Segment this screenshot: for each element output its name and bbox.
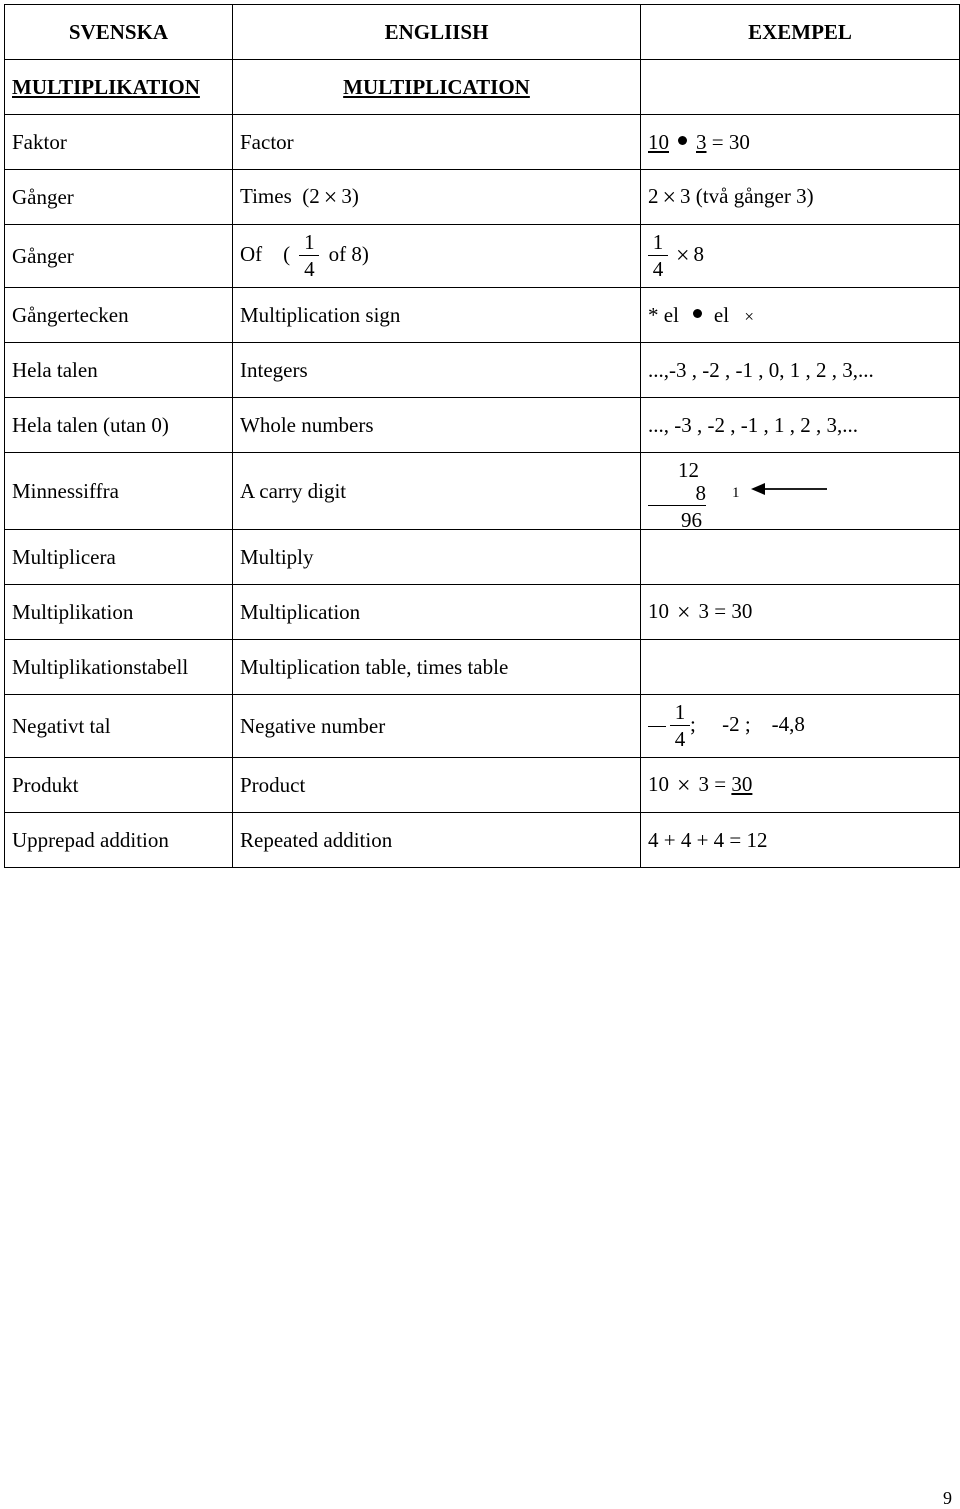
example-cell: [641, 758, 960, 813]
minus-sign-icon: [648, 726, 666, 727]
term-english: Factor: [233, 115, 641, 170]
term-swedish: Minnessiffra: [5, 453, 233, 530]
term-swedish: Multiplikation: [5, 585, 233, 640]
example-rest: ; -2 ; -4,8: [690, 711, 805, 736]
example-a: 10: [648, 599, 669, 623]
term-english: [233, 170, 641, 225]
example-cell: [641, 530, 960, 585]
multiplication-cross-icon: ×: [662, 185, 677, 211]
section-row: [5, 60, 960, 115]
table-row: [5, 640, 960, 695]
multiplication-cross-icon: ×: [677, 600, 691, 626]
example-cell: ..., -3 , -2 , -1 , 1 , 2 , 3,...: [641, 398, 960, 453]
multiplication-cross-icon: ×: [323, 185, 338, 211]
example-cell: [641, 640, 960, 695]
term-swedish: Gånger: [5, 225, 233, 288]
example-cell: ...,-3 , -2 , -1 , 0, 1 , 2 , 3,...: [641, 343, 960, 398]
fraction-numerator: 1: [674, 700, 686, 724]
term-swedish: Multiplikationstabell: [5, 640, 233, 695]
term-english: A carry digit: [233, 453, 641, 530]
fraction-denominator: 4: [299, 255, 319, 280]
header-example: EXEMPEL: [641, 5, 960, 60]
header-swedish: SVENSKA: [5, 5, 233, 60]
table-row: [5, 695, 960, 758]
page-number: 9: [943, 1488, 952, 1508]
fraction-denominator: 4: [670, 725, 690, 750]
term-english: Multiplication table, times table: [233, 640, 641, 695]
term-english: Negative number: [233, 695, 641, 758]
table-row: [5, 170, 960, 225]
example-rest: 3 = 30: [698, 599, 753, 623]
example-cell: [641, 170, 960, 225]
multiplication-cross-icon: ×: [744, 306, 754, 326]
example-star: * el: [648, 302, 679, 327]
header-english: ENGLIISH: [233, 5, 641, 60]
fraction: [299, 232, 319, 280]
example-b: 3 =: [698, 772, 727, 796]
table-row: [5, 288, 960, 343]
term-english: Multiplication: [233, 585, 641, 640]
term-swedish: Produkt: [5, 758, 233, 813]
example-factor-b: 3: [696, 129, 707, 154]
term-swedish: Hela talen (utan 0): [5, 398, 233, 453]
term-english-open: (2: [302, 184, 320, 208]
fraction-numerator: 1: [652, 230, 664, 254]
table-row: [5, 530, 960, 585]
section-title-english: MULTIPLICATION: [233, 60, 641, 115]
table-row: [5, 343, 960, 398]
term-english: Multiplication sign: [233, 288, 641, 343]
term-swedish: Multiplicera: [5, 530, 233, 585]
term-english: [233, 225, 641, 288]
term-swedish: Faktor: [5, 115, 233, 170]
section-title-swedish: MULTIPLIKATION: [5, 60, 233, 115]
example-cell: [641, 288, 960, 343]
fraction-numerator: 1: [304, 230, 315, 254]
example-cell: [641, 695, 960, 758]
table-row: [5, 398, 960, 453]
term-english-word: Times: [240, 184, 292, 208]
example-cell: 4 + 4 + 4 = 12: [641, 813, 960, 868]
term-english-close: of 8): [328, 241, 369, 266]
negative-fraction: [648, 702, 690, 750]
header-row: [5, 5, 960, 60]
example-el: el: [713, 302, 730, 327]
multiplication-dot-icon: [678, 136, 687, 145]
table-row: [5, 453, 960, 530]
term-english-close: 3): [341, 184, 359, 208]
term-swedish: Gångertecken: [5, 288, 233, 343]
example-a: 2: [648, 184, 659, 208]
term-swedish: Upprepad addition: [5, 813, 233, 868]
carry-digit: 1: [732, 485, 740, 501]
carry-multiplicand: 12: [678, 458, 699, 482]
example-a: 10: [648, 772, 669, 796]
example-factor-a: 10: [648, 129, 669, 154]
example-result: = 30: [711, 129, 750, 154]
term-swedish: Gånger: [5, 170, 233, 225]
section-empty-cell: [641, 60, 960, 115]
table-row: [5, 585, 960, 640]
example-cell: [641, 225, 960, 288]
table-row: [5, 225, 960, 288]
multiplication-dot-icon: [693, 309, 702, 318]
term-english: Whole numbers: [233, 398, 641, 453]
fraction-denominator: 4: [648, 255, 668, 280]
multiplication-cross-icon: ×: [677, 773, 691, 799]
fraction: [648, 232, 668, 280]
term-swedish: Hela talen: [5, 343, 233, 398]
multiplication-cross-icon: ×: [676, 242, 690, 269]
term-english-open: (: [283, 241, 291, 266]
left-arrow-icon: [751, 479, 827, 499]
table-row: [5, 115, 960, 170]
fraction: [670, 702, 690, 750]
example-rest: 8: [693, 241, 705, 266]
example-result: 30: [731, 772, 753, 796]
term-english: Repeated addition: [233, 813, 641, 868]
glossary-table: [4, 4, 960, 868]
example-rest: 3 (två gånger 3): [680, 184, 814, 208]
carry-multiplication: [648, 453, 959, 529]
carry-product: 96: [681, 508, 702, 530]
example-cell: [641, 115, 960, 170]
table-row: [5, 813, 960, 868]
example-cell: [641, 585, 960, 640]
term-english-word: Of: [240, 241, 263, 266]
carry-multiplier: 8: [648, 482, 706, 506]
term-english: Integers: [233, 343, 641, 398]
example-cell: [641, 453, 960, 530]
term-english: Multiply: [233, 530, 641, 585]
table-row: [5, 758, 960, 813]
term-swedish: Negativt tal: [5, 695, 233, 758]
term-english: Product: [233, 758, 641, 813]
